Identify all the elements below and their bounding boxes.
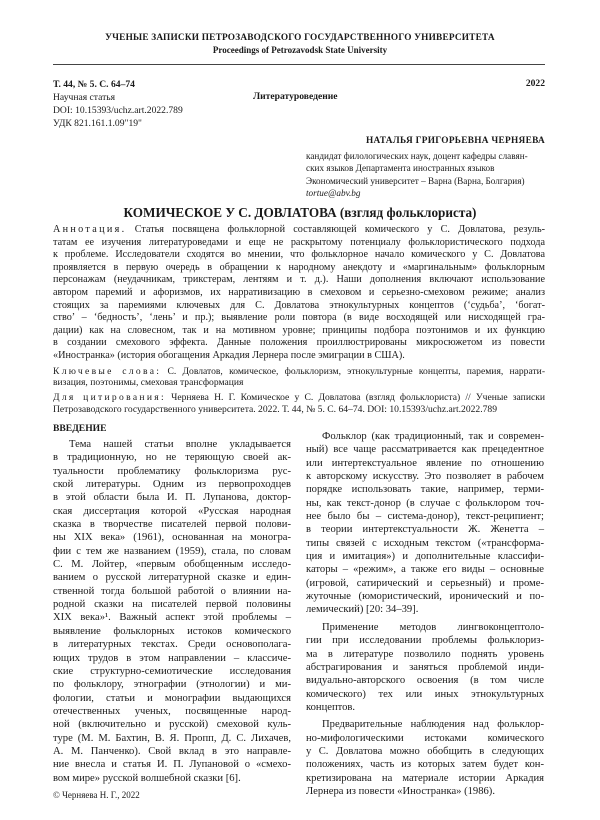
- text-line: [306, 718, 544, 731]
- line-text: ванием о русской литературной сказке и един-: [53, 572, 291, 584]
- line-text: Предварительные наблюдения над фольклор-: [322, 719, 544, 731]
- text-line: [53, 350, 545, 363]
- line-text: ной (включительно и русской) смеховой куль-: [53, 719, 291, 731]
- line-text: ственной тогда большой работой о влиянии на-: [53, 585, 291, 597]
- text-line: [53, 451, 291, 464]
- keywords: [53, 366, 545, 389]
- text-line: [53, 505, 291, 518]
- text-line: [306, 732, 544, 745]
- line-text: персонажам (неудачникам, трикстерам, лентяям и т. д.). Наши дополнения включают использование: [53, 274, 545, 286]
- line-text: порядке использовать такие, например, терми-: [306, 484, 544, 496]
- line-text: ние внесла и статья И. П. Лупановой о «смехо-: [53, 759, 291, 771]
- text-line: [53, 772, 291, 785]
- label: Ключевые слова:: [53, 365, 162, 377]
- author-affiliation: [306, 150, 528, 199]
- section-heading-intro: ВВЕДЕНИЕ: [53, 423, 107, 434]
- text-line: [306, 563, 544, 576]
- text-line: [53, 465, 291, 478]
- paragraph: [306, 718, 544, 798]
- text-line: [306, 497, 544, 510]
- line-text: сказка в творчестве писателей первой полови-: [53, 519, 291, 531]
- author-name: НАТАЛЬЯ ГРИГОРЬЕВНА ЧЕРНЯЕВА: [365, 136, 545, 146]
- citation: [53, 392, 545, 415]
- text-line: [53, 392, 545, 403]
- line-text: каторы – «режим», а также его виды – основные: [306, 564, 544, 576]
- line-text: лемический) [20: 34–39].: [306, 604, 419, 616]
- line-text: ские структурно-семиотические исследования: [53, 665, 291, 677]
- line-text: вом мире» русской волшебной сказки [6].: [53, 772, 241, 784]
- article-type: Научная статья: [53, 92, 116, 103]
- paragraph: [306, 621, 544, 714]
- line-text: ющих трудов в этом направлении – классиче-: [53, 652, 291, 664]
- line-text: Петрозаводского государственного университета. 2022. Т. 44, № 5. С. 64–74. DOI: 10.15393/uchz.art.2022.789: [53, 403, 498, 415]
- line-text: нее было бы – система-донор), текст-реципиент;: [306, 511, 544, 523]
- line-text: к авторскому искусству. Это позволяет в рабочем: [306, 471, 544, 483]
- line-text: в создании смехового эффекта. Данные положения проиллюстрированы микросюжетом из повести: [53, 337, 545, 349]
- line-text: кретизирована на материале истории Аркадия: [306, 772, 544, 784]
- label: Для цитирования:: [53, 392, 166, 404]
- line-text: А. М. Панченко). Свой вклад в это направле-: [53, 745, 291, 757]
- line-text: «Иностранка» (история обогащения Аркадия Лернера после эмиграции в США).: [53, 349, 405, 361]
- line-text: ской литературы. Одним из первопроходцев: [53, 479, 291, 491]
- abstract-block: [53, 224, 545, 415]
- text-line: [53, 249, 545, 262]
- line-text: в традиционную, но не теряющую своей ак-: [53, 452, 291, 464]
- text-line: [306, 621, 544, 634]
- line-text: Статья посвящена фольклорной составляющей комического у С. Довлатова, резуль-: [134, 224, 546, 235]
- line-text: дации) как на словесном, так и на мотивном уровне; принципы подбора поэтонимов и их функцию: [53, 324, 545, 336]
- line-text: автором паремий и афоризмов, их нарративизацию в смеховом и серьезно-смеховом режиме; анализ: [53, 286, 545, 298]
- line-text: (игровой, сатирический и серьезный) и проме-: [306, 577, 544, 589]
- affiliation-line: ских языков Департамента иностранных языков: [306, 163, 495, 174]
- line-text: положениях, часть из которых затем будет кон-: [306, 759, 544, 771]
- text-line: [53, 366, 545, 377]
- text-line: [306, 510, 544, 523]
- text-line: [53, 652, 291, 665]
- rubric: Литературоведение: [253, 91, 338, 102]
- line-text: Фольклор (как традиционный, так и современ-: [322, 431, 544, 442]
- line-text: татам ее изучения литературоведами и еще не раскрытому потенциалу фольклористического подхода: [53, 236, 545, 248]
- text-line: [53, 262, 545, 275]
- doi: DOI: 10.15393/uchz.art.2022.789: [53, 105, 183, 116]
- line-text: у С. Довлатова можно обобщить в следующих: [306, 745, 544, 757]
- text-line: [306, 590, 544, 603]
- line-text: в теории интертекстуальности Ж. Женетта –: [306, 524, 544, 536]
- line-text: ство’ – ‘бедность’, ‘лень’ и пр.); выявление роли повтора (в виде восходящей или нисходящей гра-: [53, 312, 545, 324]
- text-line: [306, 688, 544, 701]
- text-line: [53, 718, 291, 731]
- line-text: по фольклору, этнографии (этнологии) и ми-: [53, 679, 291, 691]
- line-text: Лернера из повести «Иностранка» (1986).: [306, 785, 495, 797]
- text-line: [306, 457, 544, 470]
- volume-info: Т. 44, № 5. С. 64–74: [53, 79, 135, 90]
- line-text: Тема нашей статьи вполне укладывается: [69, 439, 291, 450]
- text-line: [306, 577, 544, 590]
- line-text: в этой области была И. П. Лупанова, доктор-: [53, 492, 291, 504]
- text-line: [53, 558, 291, 571]
- text-line: [53, 404, 545, 415]
- line-text: визация, поэтонимы, смеховая трансформация: [53, 376, 244, 388]
- column-right: [306, 430, 544, 798]
- text-line: [53, 692, 291, 705]
- line-text: проявляется в первую очередь в обращении к народному анекдоту и «маргинальным» фольклорным: [53, 261, 545, 273]
- text-line: [53, 237, 545, 250]
- text-line: [306, 430, 544, 443]
- text-line: [53, 531, 291, 544]
- line-text: стоящих за паремиями ключевых для С. Довлатова этнокультурных концептов (‘судьба’, ‘богат-: [53, 299, 545, 311]
- text-line: [306, 470, 544, 483]
- line-text: жуточные (юмористический, иронический и по-: [306, 591, 544, 603]
- text-line: [53, 337, 545, 350]
- text-line: [53, 611, 291, 624]
- text-line: [53, 274, 545, 287]
- text-line: [306, 523, 544, 536]
- line-text: в литературных текстах. Среди основополага-: [53, 639, 291, 651]
- text-line: [53, 665, 291, 678]
- text-line: [53, 377, 545, 388]
- text-line: [306, 785, 544, 798]
- text-line: [53, 745, 291, 758]
- text-line: [53, 571, 291, 584]
- line-text: ны, как текст-донор (в случае с фольклором точ-: [306, 497, 544, 509]
- line-text: фии с тем же названием (1959), стала, по словам: [53, 545, 291, 557]
- text-line: [53, 545, 291, 558]
- text-line: [53, 491, 291, 504]
- text-line: [53, 518, 291, 531]
- text-line: [53, 585, 291, 598]
- line-text: ма в литературе позволило поднять уровень: [306, 648, 544, 660]
- text-line: [306, 661, 544, 674]
- journal-title: УЧЕНЫЕ ЗАПИСКИ ПЕТРОЗАВОДСКОГО ГОСУДАРСТВЕННОГО УНИВЕРСИТЕТА: [105, 33, 495, 43]
- text-line: [53, 732, 291, 745]
- text-line: [306, 701, 544, 714]
- text-line: [306, 634, 544, 647]
- line-text: ция и имитация») и дополнительные классифи-: [306, 551, 544, 563]
- text-line: [53, 638, 291, 651]
- line-text: к проблеме. Исследователи сходятся во мнении, что фольклорное начало комического у С. Довлатова: [53, 249, 545, 261]
- text-line: [53, 224, 545, 237]
- journal-title-en: Proceedings of Petrozavodsk State University: [212, 45, 388, 55]
- line-text: видуально-авторского освоения (в том числе: [306, 675, 544, 687]
- header-divider: [53, 64, 545, 65]
- text-line: [306, 537, 544, 550]
- text-line: [53, 287, 545, 300]
- affiliation-line: кандидат филологических наук, доцент кафедры славян-: [306, 151, 528, 161]
- line-text: но-мифологическими истоками комического: [306, 732, 544, 744]
- text-line: [306, 483, 544, 496]
- text-line: [306, 674, 544, 687]
- year: 2022: [525, 78, 545, 89]
- line-text: гии при исследовании проблемы фольклориз-: [306, 635, 544, 647]
- text-line: [53, 325, 545, 338]
- text-line: [53, 438, 291, 451]
- author-email[interactable]: tortue@abv.bg: [306, 187, 361, 198]
- line-text: Черняева Н. Г. Комическое у С. Довлатова (взгляд фольклориста) // Ученые записки: [171, 392, 546, 404]
- text-line: [53, 478, 291, 491]
- line-text: туре (М. М. Бахтин, В. Я. Пропп, Д. С. Лихачев,: [53, 732, 291, 744]
- line-text: отечественных ученых, посвященные народ-: [53, 705, 291, 717]
- line-text: концептов.: [306, 701, 356, 713]
- copyright: © Черняева Н. Г., 2022: [53, 790, 140, 800]
- line-text: типы связей с исходным текстом («трансформа-: [306, 537, 544, 549]
- line-text: XIX века»¹. Важный аспект этой проблемы –: [53, 612, 291, 624]
- line-text: комического) тех или иных этнокультурных: [306, 688, 544, 700]
- text-line: [306, 745, 544, 758]
- text-line: [306, 603, 544, 616]
- paragraph: [306, 430, 544, 617]
- article-title: КОМИЧЕСКОЕ У С. ДОВЛАТОВА (взгляд фольклориста): [123, 205, 477, 220]
- line-text: ный) все чаще рассматривается как прецедентное: [306, 444, 544, 456]
- line-text: С. Довлатов, комическое, фольклоризм, этнокультурные концепты, паремия, наррати-: [167, 365, 546, 377]
- label: Аннотация.: [53, 224, 127, 235]
- text-line: [53, 705, 291, 718]
- line-text: С. М. Лойтер, «первым обобщенным исследо-: [53, 559, 291, 571]
- line-text: родной сказки на писателей первой половины: [53, 599, 291, 611]
- text-line: [306, 550, 544, 563]
- text-line: [53, 300, 545, 313]
- text-line: [306, 758, 544, 771]
- line-text: ны XIX века» (1961), основанная на моногра-: [53, 532, 291, 544]
- text-line: [53, 758, 291, 771]
- column-left: [53, 438, 291, 785]
- text-line: [306, 772, 544, 785]
- text-line: [53, 678, 291, 691]
- text-line: [53, 625, 291, 638]
- line-text: туальности проблематику фольклоризма рус-: [53, 465, 291, 477]
- text-line: [53, 312, 545, 325]
- line-text: ская диссертация которой «Русская народная: [53, 505, 291, 517]
- udk: УДК 821.161.1.09"19": [53, 118, 142, 129]
- line-text: абстрагирования и заняться проблемой инди-: [306, 661, 544, 673]
- text-line: [306, 648, 544, 661]
- text-line: [306, 443, 544, 456]
- line-text: Применение методов лингвоконцептоло-: [322, 621, 544, 633]
- affiliation-line: Экономический университет – Варна (Варна, Болгария): [306, 175, 525, 186]
- line-text: фологии, статьи и монографии выдающихся: [53, 692, 291, 704]
- line-text: или интертекстуальное явление по отношению: [306, 457, 544, 469]
- text-line: [53, 598, 291, 611]
- line-text: выявление фольклорных истоков комического: [53, 625, 291, 637]
